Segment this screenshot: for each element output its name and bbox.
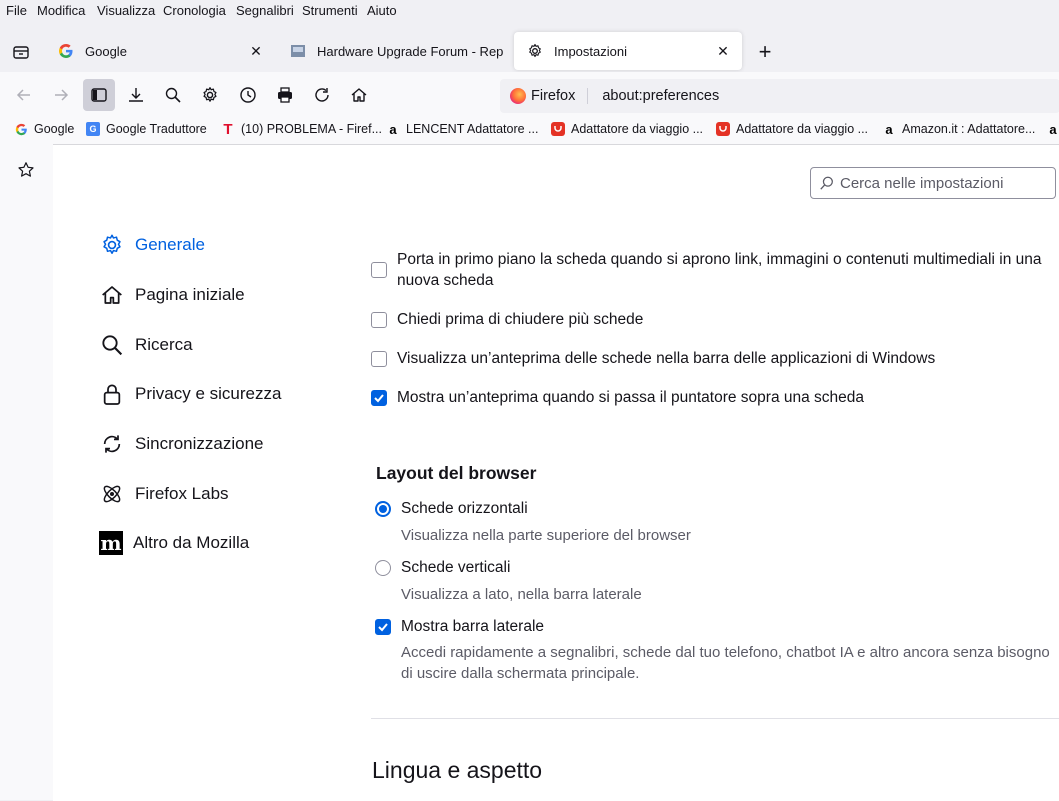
forward-button[interactable] [45, 79, 77, 111]
aliexpress-favicon-icon [551, 122, 565, 136]
bookmarks-sidebar-button[interactable] [10, 154, 42, 186]
translate-favicon-icon: G [86, 122, 100, 136]
amazon-favicon-icon: a [389, 121, 397, 137]
clock-icon [239, 86, 257, 104]
print-button[interactable] [269, 79, 301, 111]
back-button[interactable] [8, 79, 40, 111]
vertical-tabs-desc: Visualizza a lato, nella barra laterale [401, 586, 642, 603]
download-icon [127, 86, 145, 104]
category-label: Generale [135, 235, 205, 254]
bookmark-overflow[interactable] [1046, 122, 1059, 136]
menu-segnalibri[interactable]: Segnalibri [236, 3, 294, 18]
tab-google[interactable] [45, 32, 275, 70]
checkbox-show-sidebar[interactable] [375, 619, 391, 635]
tab-hardware-upgrade[interactable] [277, 32, 511, 70]
browser-sidebar [0, 144, 54, 800]
forum-favicon-icon [289, 42, 307, 60]
bookmark-google-traduttore[interactable] [86, 122, 207, 136]
google-favicon-icon [57, 42, 75, 60]
sidebar-icon [90, 86, 108, 104]
bookmark-label: LENCENT Adattatore ... [406, 122, 539, 136]
reload-button[interactable] [306, 79, 338, 111]
preferences-page [53, 144, 1059, 801]
search-icon [99, 332, 125, 358]
category-label: Ricerca [135, 335, 193, 354]
navigation-toolbar [0, 72, 1059, 116]
atom-icon [99, 481, 125, 507]
back-arrow-icon [15, 86, 33, 104]
section-divider [371, 718, 1059, 719]
checkmark-icon [372, 391, 386, 405]
checkmark-icon [376, 620, 390, 634]
tab-title: Impostazioni [554, 43, 627, 59]
search-placeholder: Cerca nelle impostazioni [840, 174, 1004, 192]
category-generale[interactable] [99, 232, 205, 258]
gear-icon [526, 42, 544, 60]
settings-search-input[interactable] [810, 167, 1056, 199]
bookmark-google[interactable] [14, 122, 74, 136]
bookmark-label: Google [34, 122, 75, 136]
vertical-tabs-label: Schede verticali [401, 559, 511, 576]
category-label: Privacy e sicurezza [135, 384, 282, 403]
bookmarks-toolbar [0, 116, 1059, 144]
category-label: Altro da Mozilla [133, 533, 250, 552]
bookmark-label: Adattatore da viaggio ... [571, 122, 704, 136]
category-pagina-iniziale[interactable] [99, 282, 245, 308]
history-button[interactable] [232, 79, 264, 111]
gear-icon [99, 232, 125, 258]
settings-button[interactable] [194, 79, 226, 111]
tab-impostazioni[interactable] [514, 32, 742, 70]
bookmark-adattatore-1[interactable] [551, 122, 703, 136]
menu-cronologia[interactable]: Cronologia [163, 3, 226, 18]
category-label: Sincronizzazione [135, 434, 264, 453]
menu-bar [0, 0, 1059, 22]
horizontal-tabs-label: Schede orizzontali [401, 500, 528, 517]
menu-modifica[interactable]: Modifica [37, 3, 86, 18]
home-icon [350, 86, 368, 104]
lock-icon [99, 381, 125, 407]
bookmark-label: (10) PROBLEMA - Firef... [241, 122, 383, 136]
radio-vertical-tabs[interactable] [375, 560, 391, 576]
show-sidebar-desc: Accedi rapidamente a segnalibri, schede dal tuo telefono, chatbot IA e altro ancora senza bisogno di uscire dalla schermata principale. [401, 644, 1050, 682]
category-label: Firefox Labs [135, 484, 229, 503]
menu-file[interactable]: File [6, 3, 27, 18]
bookmark-label: Google Traduttore [106, 122, 207, 136]
checkbox-hover-preview[interactable] [371, 390, 387, 406]
downloads-button[interactable] [120, 79, 152, 111]
menu-strumenti[interactable]: Strumenti [302, 3, 358, 18]
new-tab-button[interactable] [749, 36, 781, 68]
firefox-logo-icon [510, 88, 526, 104]
identity-label: Firefox [531, 88, 588, 104]
forward-arrow-icon [52, 86, 70, 104]
bookmark-adattatore-2[interactable] [716, 122, 868, 136]
category-firefox-labs[interactable] [99, 481, 229, 507]
url-text[interactable]: about:preferences [602, 88, 720, 104]
bookmark-problema[interactable] [221, 122, 382, 136]
aliexpress-favicon-icon [716, 122, 730, 136]
google-favicon-icon [14, 122, 28, 136]
tab-title: Google [85, 43, 127, 59]
horizontal-tabs-desc: Visualizza nella parte superiore del browser [401, 527, 691, 544]
category-ricerca[interactable] [99, 332, 193, 358]
printer-icon [276, 86, 294, 104]
mozilla-icon: m [100, 531, 122, 555]
search-icon [819, 175, 835, 191]
checkbox-taskbar-previews[interactable] [371, 351, 387, 367]
sidebar-toggle-button[interactable] [83, 79, 115, 111]
gear-icon [201, 86, 219, 104]
t-favicon-icon: T [223, 120, 233, 138]
star-icon [17, 161, 35, 179]
tab-list-icon [12, 43, 30, 61]
bookmark-label: Amazon.it : Adattatore... [902, 122, 1036, 136]
menu-aiuto[interactable]: Aiuto [367, 3, 397, 18]
reload-icon [313, 86, 331, 104]
show-sidebar-label: Mostra barra laterale [401, 618, 545, 635]
option-warn-close-tabs: Chiedi prima di chiudere più schede [397, 311, 644, 328]
bookmark-amazon[interactable] [882, 122, 1035, 136]
close-tab-icon[interactable]: ✕ [717, 42, 729, 59]
checkbox-switch-to-new-tab[interactable] [371, 262, 387, 278]
menu-visualizza[interactable]: Visualizza [97, 3, 156, 18]
tab-title: Hardware Upgrade Forum - Rep [317, 43, 504, 59]
home-icon [99, 282, 125, 308]
option-taskbar-previews: Visualizza un’anteprima delle schede nella barra delle applicazioni di Windows [397, 350, 936, 367]
category-privacy[interactable] [99, 381, 281, 407]
layout-heading: Layout del browser [376, 463, 537, 483]
home-button[interactable] [343, 79, 375, 111]
plus-icon: + [758, 39, 772, 64]
tab-strip [0, 22, 1059, 72]
radio-horizontal-tabs[interactable] [375, 501, 391, 517]
category-sincronizzazione[interactable] [99, 431, 264, 457]
search-toolbar-button[interactable] [157, 79, 189, 111]
sync-icon [99, 431, 125, 457]
tab-list-button[interactable] [5, 36, 37, 68]
category-label: Pagina iniziale [135, 285, 245, 304]
category-altro-da-mozilla[interactable] [99, 531, 249, 555]
search-icon [164, 86, 182, 104]
checkbox-warn-close-tabs[interactable] [371, 312, 387, 328]
language-heading: Lingua e aspetto [372, 757, 543, 783]
bookmark-lencent[interactable] [386, 122, 538, 136]
option-hover-preview: Mostra un’anteprima quando si passa il puntatore sopra una scheda [397, 389, 865, 406]
option-switch-to-new-tab: Porta in primo piano la scheda quando si aprono link, immagini o contenuti multimediali in una nuova scheda [397, 251, 1042, 289]
close-tab-icon[interactable]: ✕ [250, 42, 262, 59]
bookmark-label: Adattatore da viaggio ... [736, 122, 869, 136]
url-bar[interactable] [500, 79, 1059, 113]
amazon-favicon-icon: a [1049, 121, 1057, 137]
amazon-favicon-icon: a [885, 121, 893, 137]
